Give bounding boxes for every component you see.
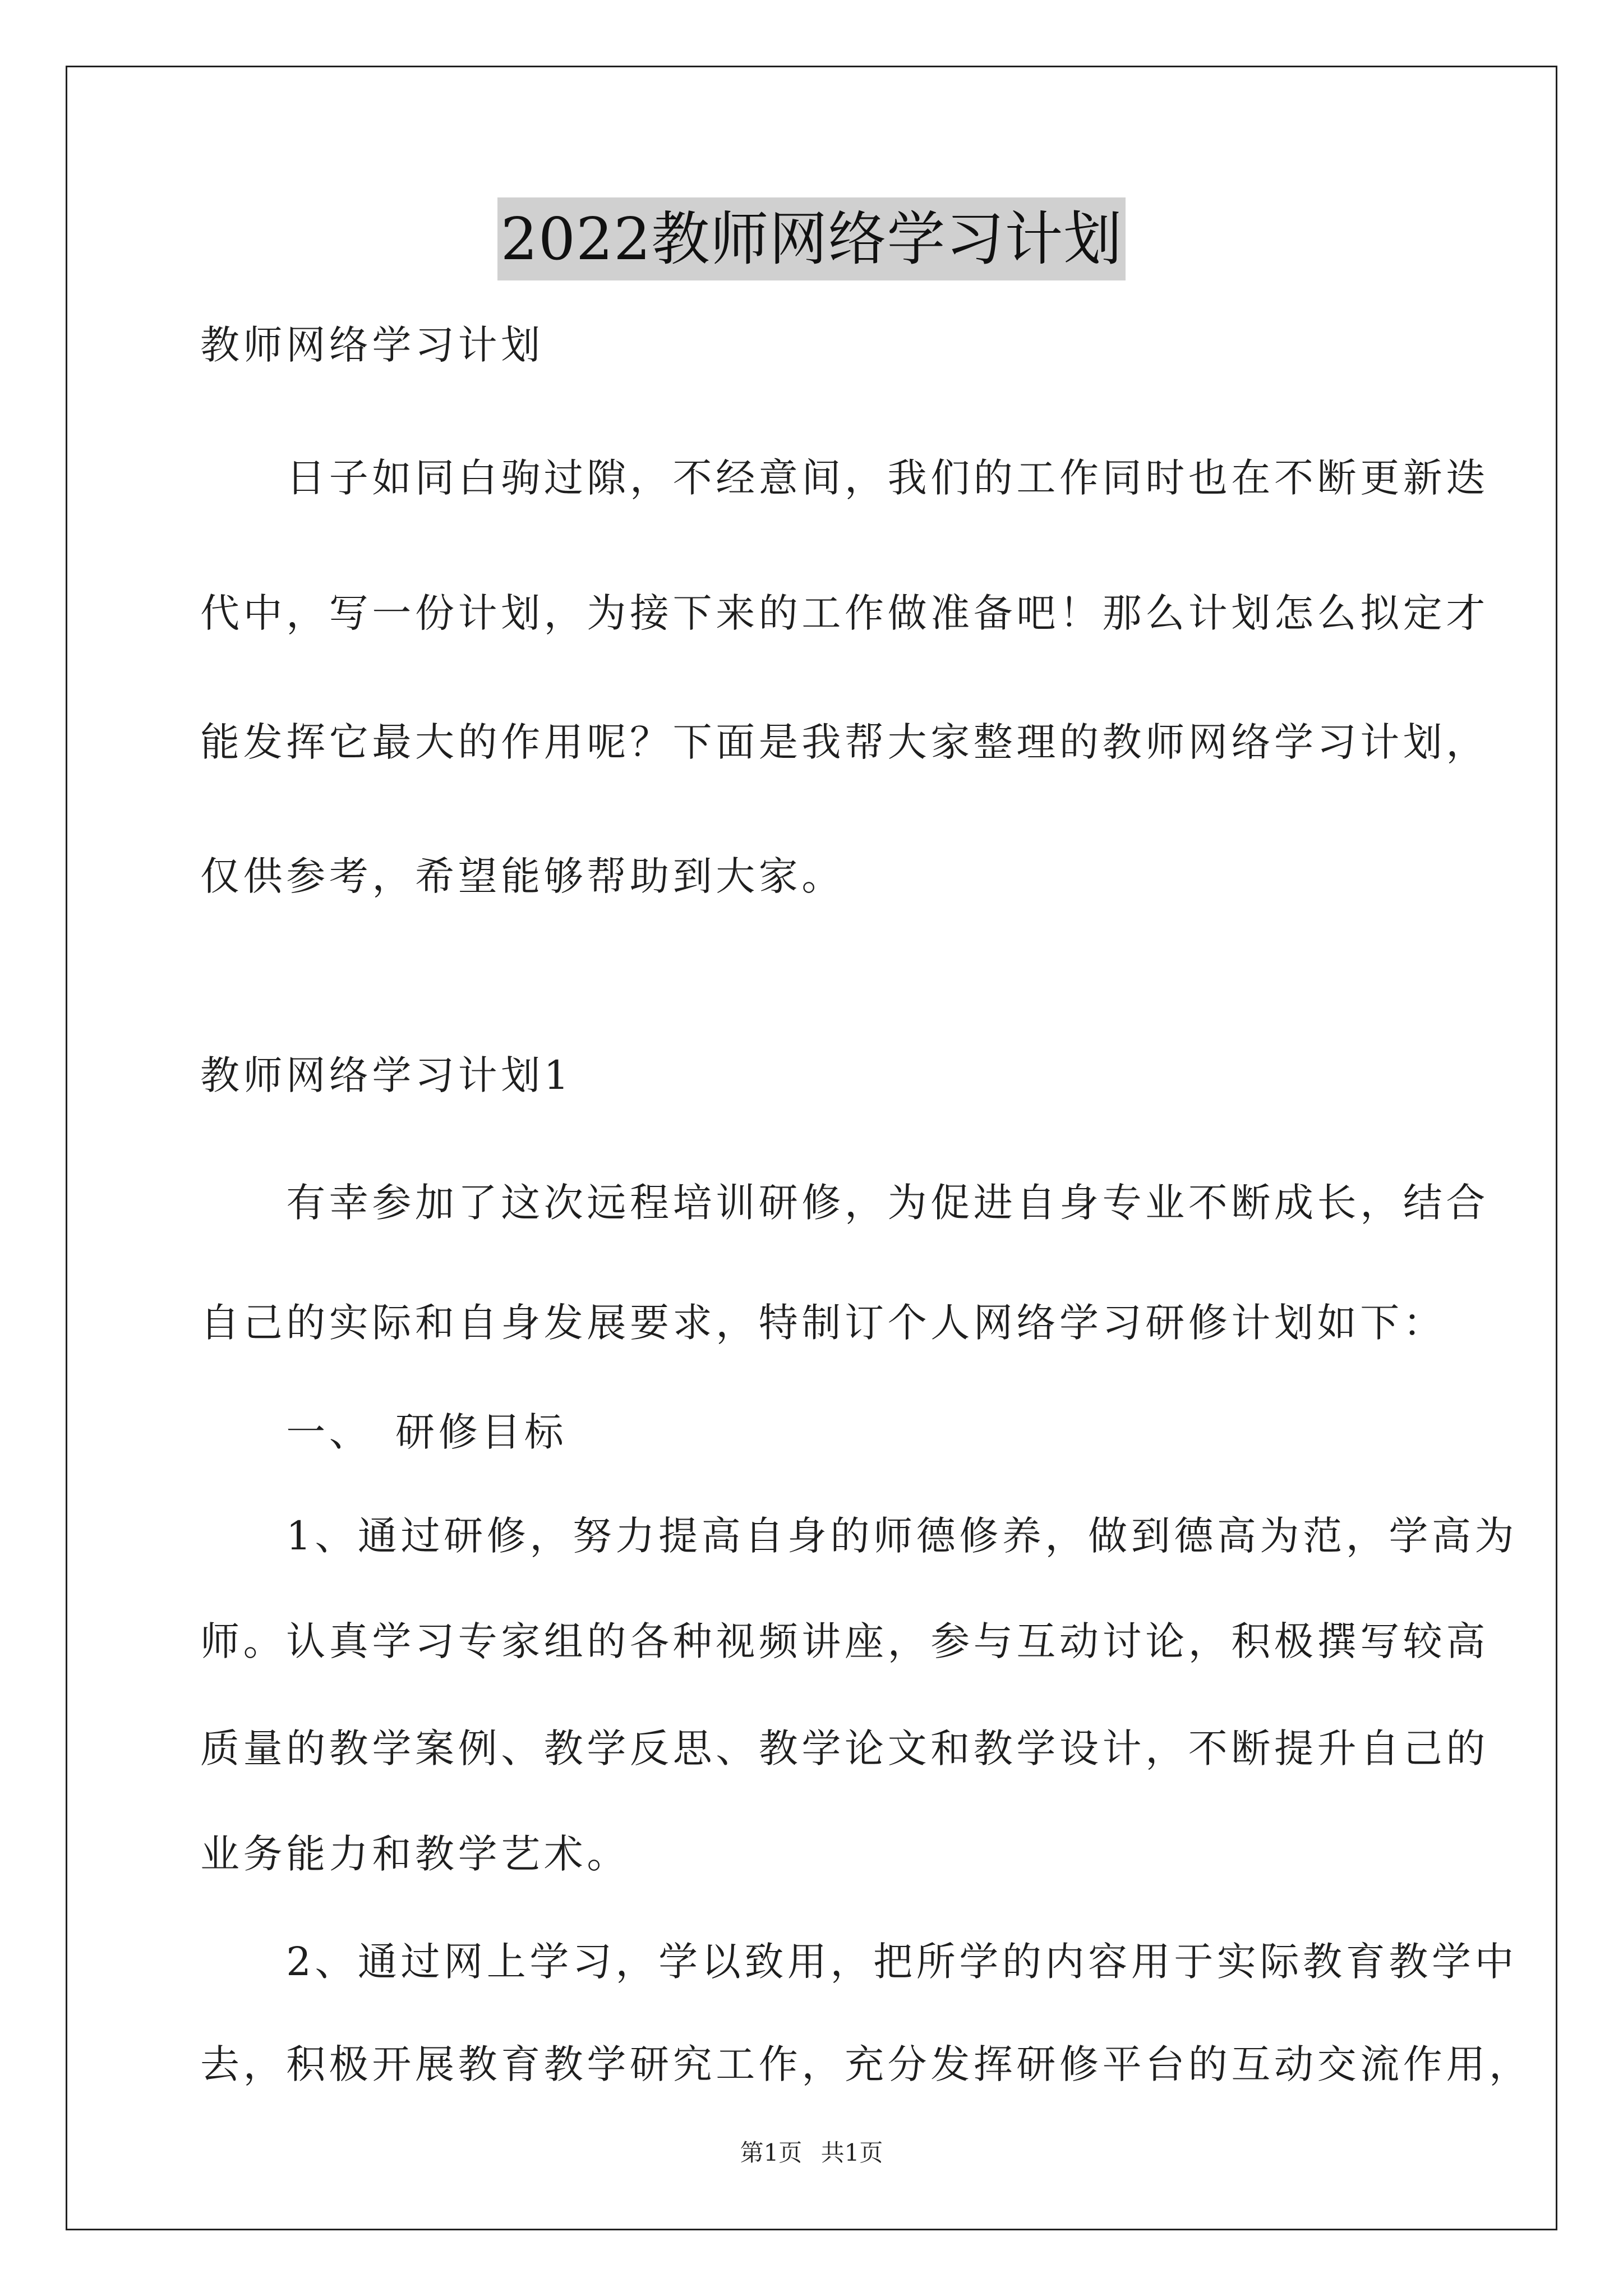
page-border [66,66,1557,2230]
paragraph-line: 能发挥它最大的作用呢？下面是我帮大家整理的教师网络学习计划， [200,719,1489,765]
paragraph-line: 去，积极开展教育教学研究工作，充分发挥研修平台的互动交流作用， [200,2041,1532,2087]
page-total: 共1页 [820,2139,883,2166]
page-footer [0,2136,1623,2170]
paragraph-line: 业务能力和教学艺术。 [200,1831,630,1877]
paragraph-line: 自己的实际和自身发展要求，特制订个人网络学习研修计划如下： [200,1300,1446,1346]
paragraph-line: 2、通过网上学习，学以致用，把所学的内容用于实际教育教学中 [200,1939,1518,1985]
section-heading: 教师网络学习计划1 [200,1052,573,1098]
document-title: 2022教师网络学习计划 [497,197,1126,280]
paragraph-line: 日子如同白驹过隙，不经意间，我们的工作同时也在不断更新迭 [200,455,1489,501]
paragraph-line: 代中，写一份计划，为接下来的工作做准备吧！那么计划怎么拟定才 [200,590,1489,636]
paragraph-line: 质量的教学案例、教学反思、教学论文和教学设计，不断提升自己的 [200,1726,1489,1772]
paragraph-line: 师。认真学习专家组的各种视频讲座，参与互动讨论，积极撰写较高 [200,1618,1489,1664]
paragraph-line: 仅供参考，希望能够帮助到大家。 [200,853,845,899]
paragraph-line: 有幸参加了这次远程培训研修，为促进自身专业不断成长，结合 [200,1180,1489,1226]
doc-subtitle: 教师网络学习计划 [200,322,544,368]
page-number: 第1页 [740,2139,803,2166]
subsection-heading: 一、 研修目标 [200,1409,568,1455]
title-container [0,197,1623,280]
paragraph-line: 1、通过研修，努力提高自身的师德修养，做到德高为范，学高为 [200,1513,1518,1559]
